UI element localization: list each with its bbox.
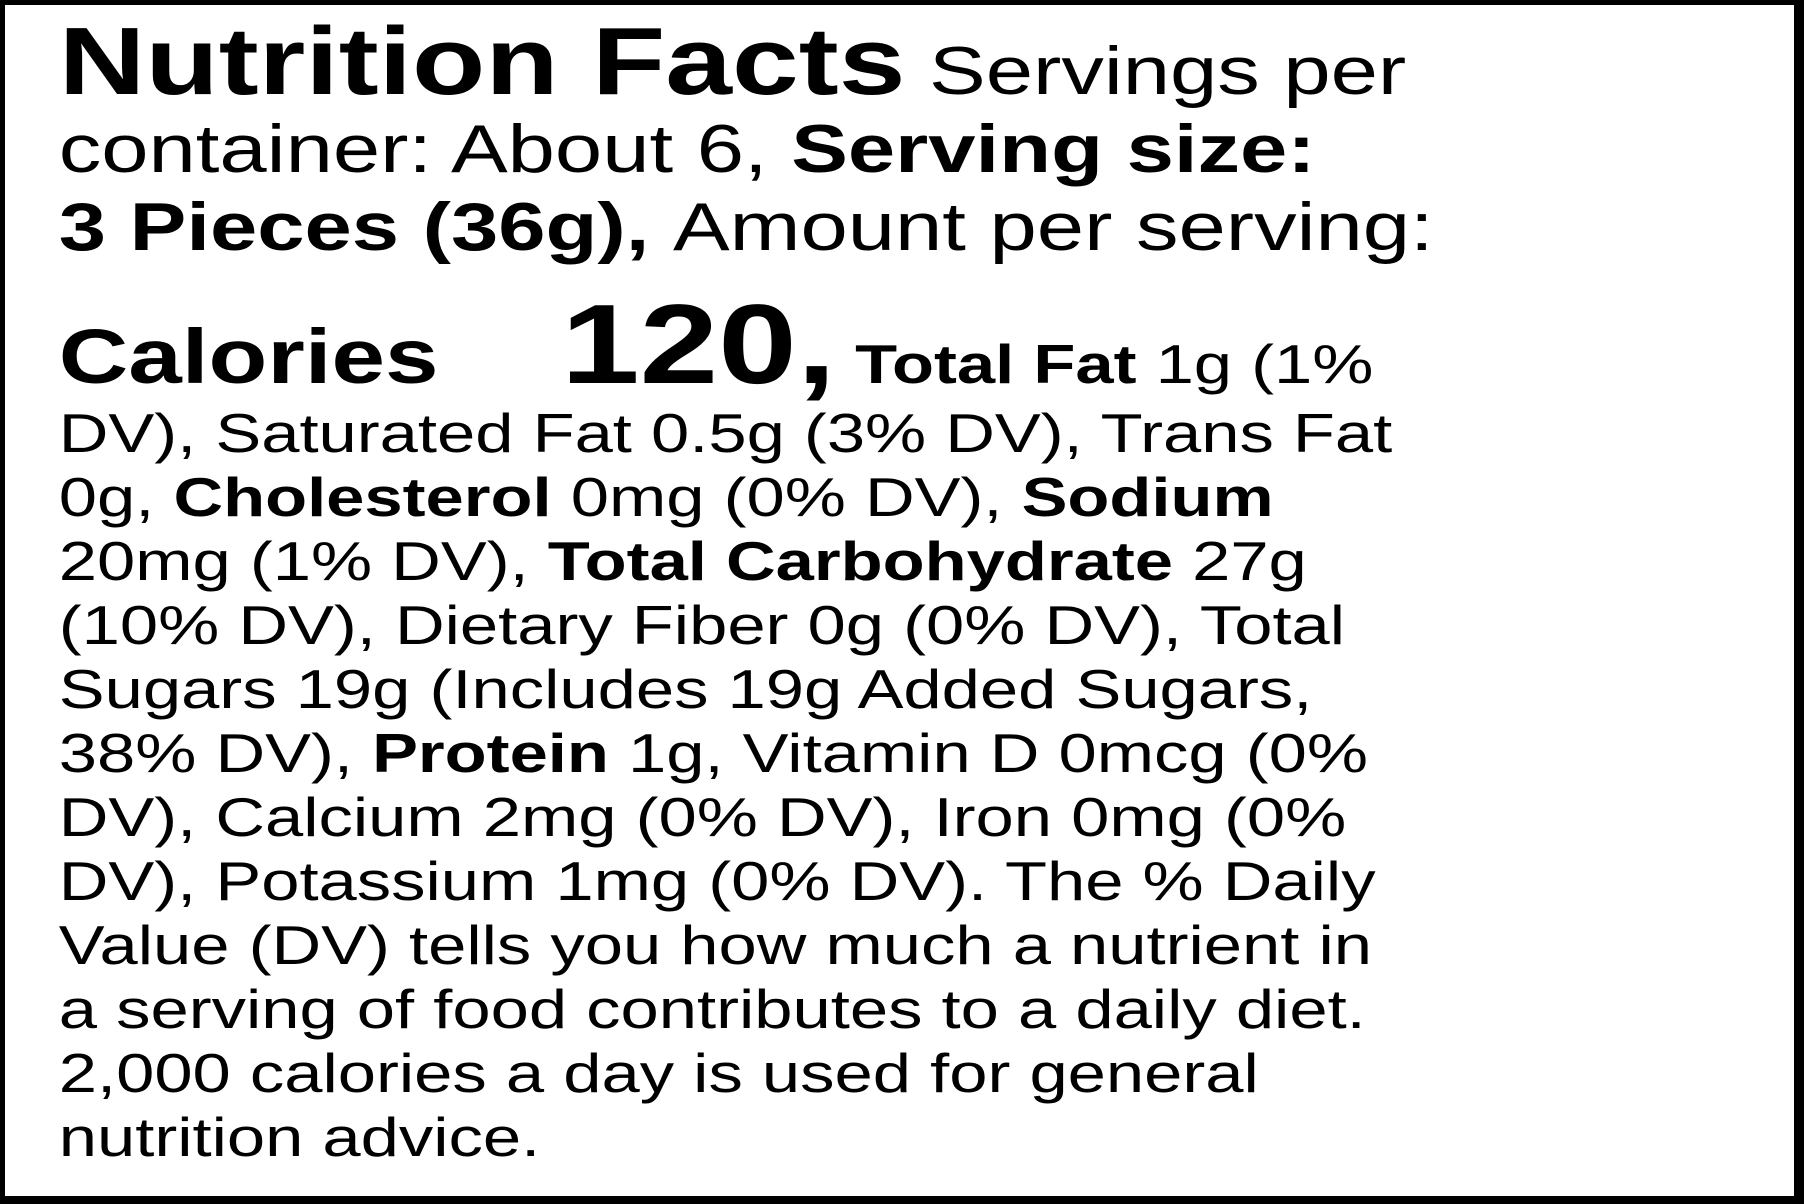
footnote-text: nutrition advice. <box>58 1106 541 1168</box>
total-fat-value: 1g (1% <box>1136 333 1374 395</box>
nutrient-text: (10% DV), Dietary Fiber 0g (0% DV), Total <box>58 594 1346 656</box>
servings-per-container-text: Servings per <box>905 33 1407 109</box>
label-line <box>59 593 1804 657</box>
protein-label: Protein <box>372 722 609 784</box>
servings-per-container-text: container: About 6, <box>58 111 792 187</box>
label-line <box>59 721 1804 785</box>
label-header <box>58 8 1804 266</box>
serving-size-value: 3 Pieces (36g), <box>58 189 673 265</box>
footnote-text: a serving of food contributes to a daily diet. <box>58 978 1366 1040</box>
label-line <box>59 529 1804 593</box>
footnote-text: Value (DV) tells you how much a nutrient in <box>58 914 1372 976</box>
label-line <box>59 401 1804 465</box>
label-line <box>58 281 1804 407</box>
label-line <box>59 849 1804 913</box>
label-line <box>58 8 1804 115</box>
serving-size-label: Serving size: <box>791 111 1316 187</box>
label-body <box>59 401 1804 1169</box>
calories-line <box>58 281 1804 407</box>
protein-value: 1g, Vitamin D 0mcg (0% <box>608 722 1369 784</box>
nutrient-text: DV), Potassium 1mg (0% DV). The % Daily <box>58 850 1376 912</box>
label-line <box>59 657 1804 721</box>
total-fat-label: Total Fat <box>836 333 1137 395</box>
total-carbohydrate-value: 27g <box>1172 530 1307 592</box>
label-line <box>59 188 1804 266</box>
label-line <box>59 110 1804 188</box>
cholesterol-label: Cholesterol <box>173 466 552 528</box>
label-title: Nutrition Facts <box>58 8 906 115</box>
nutrient-text: DV), Saturated Fat 0.5g (3% DV), Trans Fat <box>58 402 1393 464</box>
label-content <box>5 5 1804 1169</box>
label-line <box>59 465 1804 529</box>
sodium-value: 20mg (1% DV), <box>58 530 548 592</box>
label-line <box>59 1105 1804 1169</box>
label-line <box>59 977 1804 1041</box>
nutrient-text: DV), Calcium 2mg (0% DV), Iron 0mg (0% <box>58 786 1347 848</box>
calories-value: 120, <box>561 281 837 407</box>
cholesterol-value: 0mg (0% DV), <box>551 466 1022 528</box>
footnote-text: 2,000 calories a day is used for general <box>58 1042 1259 1104</box>
label-line <box>59 785 1804 849</box>
label-line <box>59 913 1804 977</box>
nutrient-text: Sugars 19g (Includes 19g Added Sugars, <box>58 658 1313 720</box>
label-line <box>59 1041 1804 1105</box>
nutrient-text: 38% DV), <box>58 722 373 784</box>
nutrient-text: 0g, <box>58 466 174 528</box>
sodium-label: Sodium <box>1021 466 1274 528</box>
total-carbohydrate-label: Total Carbohydrate <box>547 530 1173 592</box>
amount-per-serving-label: Amount per serving: <box>672 189 1434 265</box>
calories-label: Calories <box>58 314 439 400</box>
